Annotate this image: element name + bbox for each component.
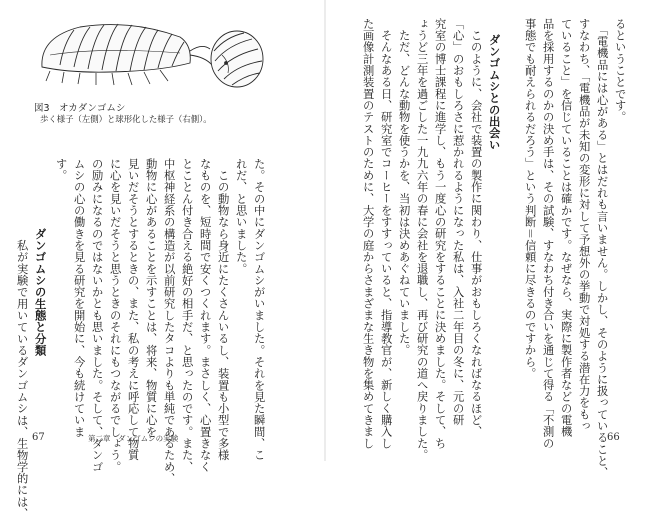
right-body-column-11: ただ、どんな動物を使うかを、当初は決めあぐねていました。: [397, 18, 411, 356]
right-body-column-6: 事態でも耐えられるだろう」という判断＝信頼に尽きるのですから。: [523, 18, 537, 380]
left-body-column-10: の励みになるのではないかとも思いました。そして、ダンゴ: [90, 158, 104, 473]
right-body-column-2: 「電機品には心がある」とはだれも言いません。しかし、そのように扱っていること、: [595, 18, 609, 479]
left-body-column-9: に心を見いだそうと思うときのそれにもつながるでしょう。: [108, 158, 122, 473]
right-body-column-10: ょうど三年を過ごした一九九六年の春に会社を退職し、再び研究の道へ戻りました。: [415, 18, 429, 461]
left-body-column-12: す。: [54, 158, 68, 182]
page-number-left: 67: [32, 432, 45, 443]
figure-title: 図3 オカダンゴムシ: [34, 103, 126, 114]
left-body-column-1: た。その中にダンゴムシがいました。それを見た瞬間、こ: [252, 158, 266, 461]
left-body-column-4: なものを、短時間で安くつくれます。まさしく、心置きなく: [198, 158, 212, 473]
rolled-pill-bug-drawing: [211, 31, 263, 87]
right-body-column-8: 「心」のおもしろさに惹かれるようになった私は、入社二年目の冬に、元の研: [451, 18, 465, 426]
left-body-column-3: この動物なら身近にたくさんいるし、装置も小型で多様: [216, 158, 230, 461]
right-page: [325, 0, 650, 479]
right-body-column-7: このように、会社で装置の製作に関わり、仕事がおもしろくなればなるほど、: [469, 18, 483, 438]
left-body-column-2: れだ、と思いました。: [234, 158, 248, 275]
section-heading-encounter: ダンゴムシとの出会い: [487, 34, 501, 151]
left-body-column-7: 動物に心があることを示すことは、将来、物質に心を: [144, 158, 158, 438]
left-body-column-8: 見いだそうとするときの、また、私の考えに呼応して物質: [126, 158, 140, 461]
left-body-column-6: 中枢神経系の構造が以前研究したタコよりも単純であるため、: [162, 158, 176, 485]
right-body-column-9: 究室の博士課程に進学し、もう一度心の研究をすることに決めました。そして、ち: [433, 18, 447, 450]
left-body-column-11: ムシの心の働きを見る研究を開始に、今も続けていま: [72, 158, 86, 438]
pill-bug-illustration: [30, 15, 270, 95]
running-head: 第二章 ダンゴムシの実験: [88, 434, 179, 443]
right-body-column-1: るということです。: [613, 18, 627, 123]
left-body-column-13: 私が実験で用いているダンゴムシは、生物学的には、: [15, 228, 29, 519]
right-body-column-13: た画像計測装置のテストのために、大学の庭からさまざまな生き物を集めてきまし: [361, 18, 375, 450]
figure-caption: 歩く様子（左側）と球形化した様子（右側）。: [40, 114, 212, 124]
left-body-column-5: とことん付き合える絶好の相手だ、と思ったのです。また、: [180, 158, 194, 473]
right-body-column-5: 品を採用するのかの決め手は、その試験、すなわち付き合いを通じて得る「不測の: [541, 18, 555, 450]
walking-pill-bug-drawing: [42, 24, 212, 85]
section-heading-ecology-classification: ダンゴムシの生態と分類: [33, 228, 47, 357]
page-number-right: 66: [607, 432, 620, 443]
right-body-column-12: そんなある日、研究室でコーヒーをすすっていると、指導教官が、新しく購入し: [379, 18, 393, 450]
right-body-column-3: すなわち、「電機品が未知の変形に対して予想外の挙動で対処する潜在力をもっ: [577, 18, 591, 432]
right-body-column-4: ていること」を信じていることは確かです。なぜなら、実際に製作者などの電機: [559, 18, 573, 438]
